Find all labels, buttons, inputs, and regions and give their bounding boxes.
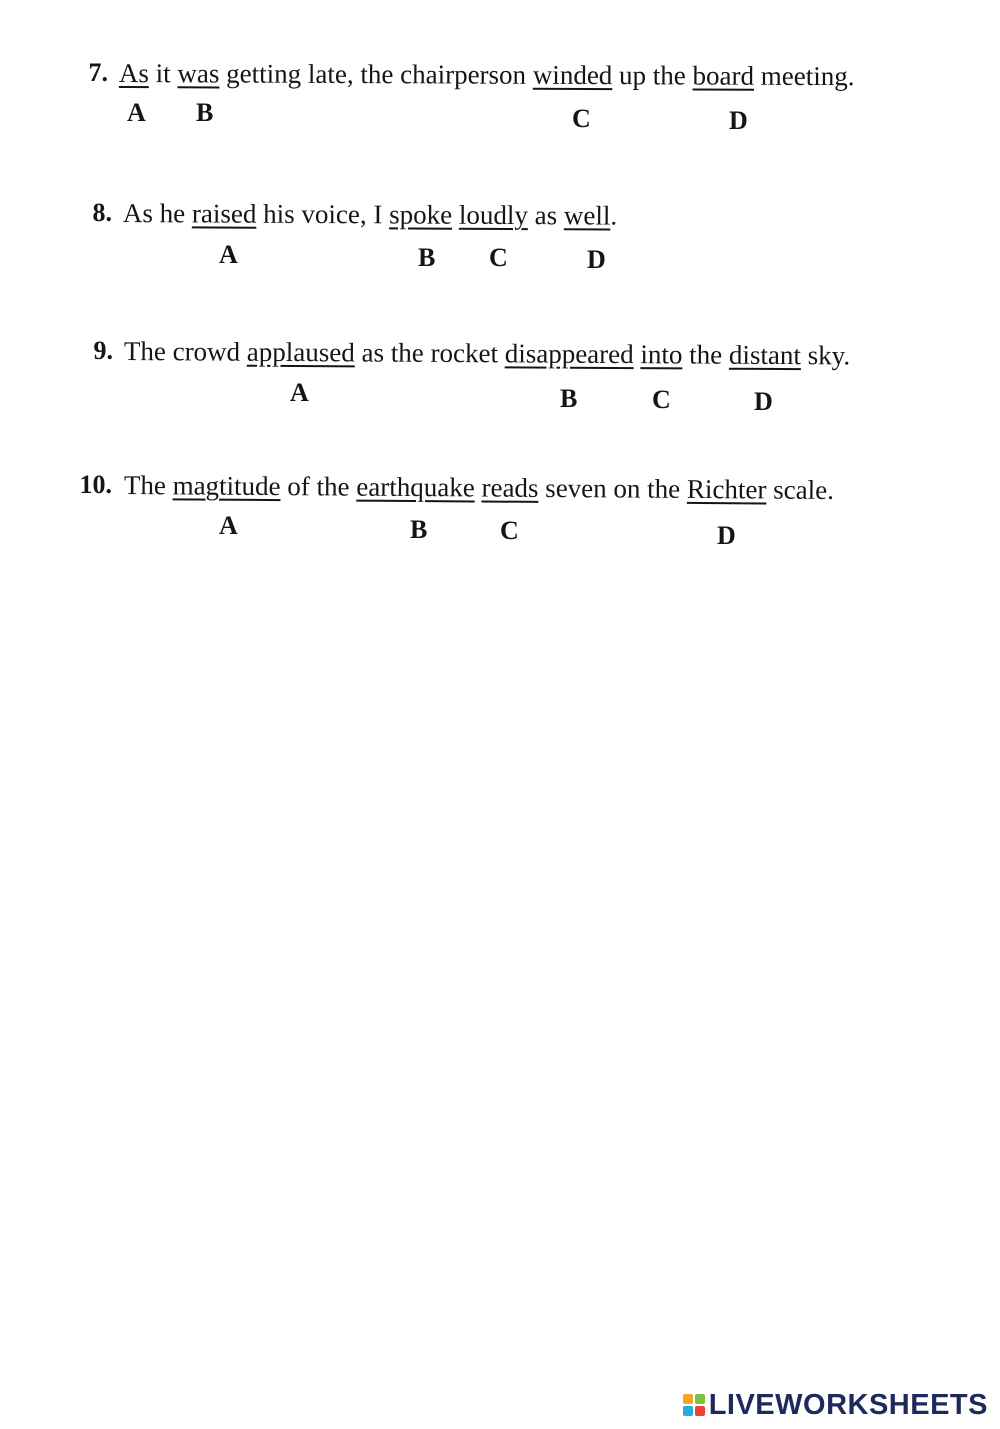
sentence-segment: as bbox=[527, 200, 564, 231]
option-letter-d: D bbox=[754, 387, 773, 416]
option-letter-a: A bbox=[290, 378, 309, 407]
underlined-segment: earthquake bbox=[356, 471, 475, 503]
underlined-segment: was bbox=[177, 58, 220, 89]
question-number: 8. bbox=[92, 198, 112, 227]
sentence-segment: as the rocket bbox=[354, 337, 505, 369]
liveworksheets-logo bbox=[683, 1387, 988, 1423]
sentence-segment: the bbox=[682, 339, 730, 370]
option-letter-b: B bbox=[418, 243, 436, 272]
underlined-segment: raised bbox=[191, 198, 257, 229]
sentence-segment: his voice, I bbox=[256, 198, 390, 230]
question-10 bbox=[0, 470, 1000, 570]
option-letter-b: B bbox=[560, 384, 578, 413]
question-sentence bbox=[124, 470, 834, 505]
underlined-segment: reads bbox=[481, 472, 539, 503]
sentence-segment: of the bbox=[280, 471, 357, 502]
question-number: 7. bbox=[88, 58, 108, 87]
underlined-segment: loudly bbox=[458, 199, 528, 231]
option-letter-b: B bbox=[196, 98, 214, 127]
option-letter-c: C bbox=[500, 516, 519, 545]
underlined-segment: Richter bbox=[686, 473, 767, 505]
question-sentence bbox=[123, 198, 617, 231]
option-letter-c: C bbox=[572, 104, 591, 133]
sentence-segment: scale. bbox=[766, 474, 835, 505]
question-number: 9. bbox=[93, 336, 113, 365]
underlined-segment: board bbox=[692, 60, 755, 91]
underlined-segment: winded bbox=[532, 59, 613, 91]
option-letter-a: A bbox=[219, 240, 238, 269]
sentence-segment: The bbox=[123, 470, 173, 501]
option-letter-a: A bbox=[127, 98, 146, 127]
sentence-segment: sky. bbox=[800, 340, 851, 371]
underlined-segment: well bbox=[563, 200, 611, 231]
option-letter-d: D bbox=[729, 106, 748, 135]
sentence-segment: seven on the bbox=[538, 472, 688, 504]
underlined-segment: As bbox=[118, 58, 150, 89]
option-letter-d: D bbox=[717, 521, 736, 550]
sentence-segment: up the bbox=[612, 60, 693, 91]
underlined-segment: spoke bbox=[389, 199, 453, 230]
underlined-segment: into bbox=[640, 339, 683, 370]
question-number: 10. bbox=[79, 470, 112, 499]
question-9 bbox=[0, 336, 1000, 436]
liveworksheets-logo-icon bbox=[683, 1394, 705, 1416]
sentence-segment: it bbox=[148, 58, 178, 89]
option-letter-a: A bbox=[219, 511, 238, 540]
underlined-segment: distant bbox=[728, 339, 802, 371]
question-sentence bbox=[119, 58, 855, 91]
option-letter-b: B bbox=[410, 515, 428, 544]
sentence-segment: . bbox=[610, 200, 618, 231]
sentence-segment: getting late, the chairperson bbox=[219, 58, 533, 90]
sentence-segment: The crowd bbox=[123, 336, 247, 367]
underlined-segment: magtitude bbox=[172, 470, 281, 502]
sentence-segment: As he bbox=[122, 198, 192, 229]
option-letter-c: C bbox=[652, 385, 671, 414]
option-letter-c: C bbox=[489, 243, 508, 272]
question-7 bbox=[0, 58, 1000, 158]
option-letter-d: D bbox=[587, 245, 606, 274]
question-8 bbox=[0, 198, 1000, 298]
underlined-segment: disappeared bbox=[504, 338, 634, 370]
question-sentence bbox=[124, 336, 850, 370]
logo-text: LIVEWORKSHEETS bbox=[708, 1388, 988, 1421]
underlined-segment: applaused bbox=[246, 336, 355, 368]
sentence-segment: meeting. bbox=[754, 60, 855, 92]
